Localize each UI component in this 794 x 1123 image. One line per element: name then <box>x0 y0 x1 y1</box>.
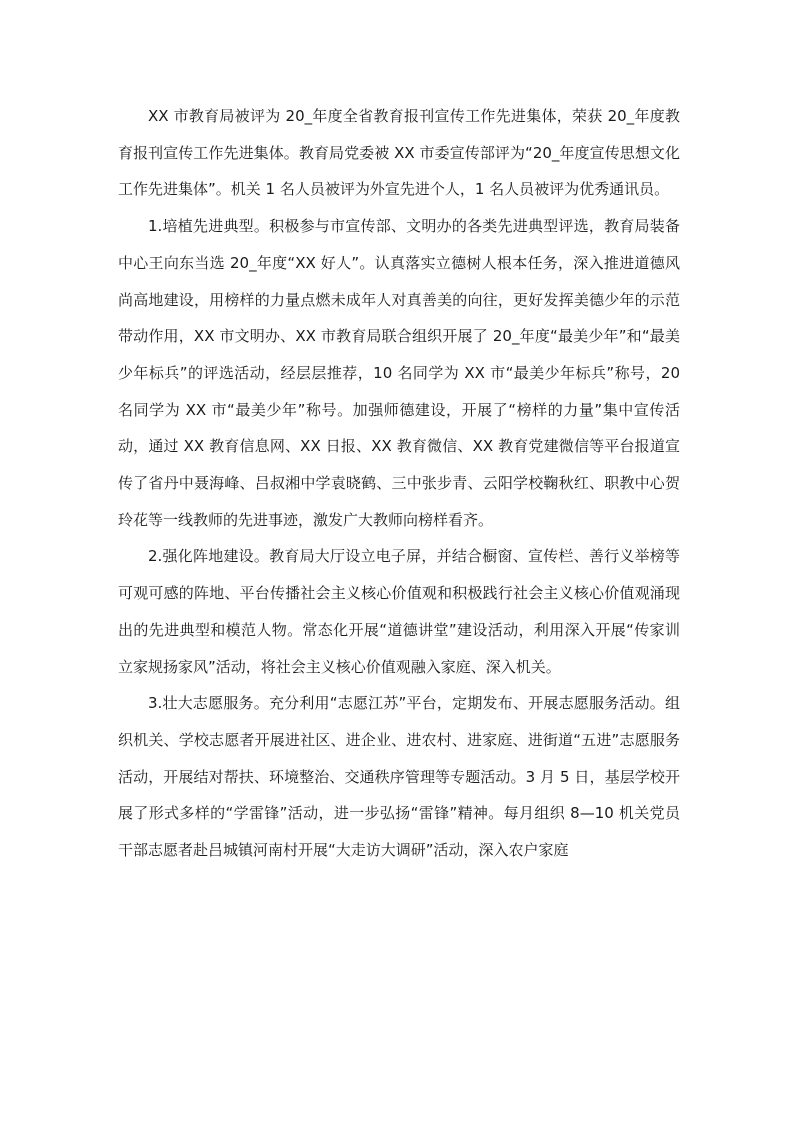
paragraph-position-building: 2.强化阵地建设。教育局大厅设立电子屏，并结合橱窗、宣传栏、善行义举榜等可观可感的阵地、平台传播社会主义核心价值观和积极践行社会主义核心价值观涌现出的先进典型和模范人物。常态化开展“道德讲堂”建设活动，利用深入开展“传家训立家规扬家风”活动，将社会主义核心价值观融入家庭、深入机关。 <box>118 547 680 676</box>
paragraph-cultivate-models: 1.培植先进典型。积极参与市宣传部、文明办的各类先进典型评选，教育局装备中心王向东当选 20_年度“XX 好人”。认真落实立德树人根本任务，深入推进道德风尚高地建设，用榜样的力量点燃未成年人对真善美的向往，更好发挥美德少年的示范带动作用，XX 市文明办、XX 市教育局联合组织开展了 20_年度“最美少年”和“最美少年标兵”的评选活动，经层层推荐，10 名同学为 XX 市“最美少年标兵”称号，20 名同学为 XX 市“最美少年”称号。加强师德建设，开展了“榜样的力量”集中宣传活动，通过 XX 教育信息网、XX 日报、XX 教育微信、XX 教育党建微信等平台报道宣传了省丹中聂海峰、吕叔湘中学袁晓鹤、三中张步青、云阳学校鞠秋红、职教中心贺玲花等一线教师的先进事迹，激发广大教师向榜样看齐。 <box>118 217 680 529</box>
paragraph-advanced-collective: XX 市教育局被评为 20_年度全省教育报刊宣传工作先进集体，荣获 20_年度教育报刊宣传工作先进集体。教育局党委被 XX 市委宣传部评为“20_年度宣传思想文化工作先进集体”。机关 1 名人员被评为外宣先进个人，1 名人员被评为优秀通讯员。 <box>118 107 680 199</box>
document-body <box>118 98 680 869</box>
paragraph-volunteer-service: 3.壮大志愿服务。充分利用“志愿江苏”平台，定期发布、开展志愿服务活动。组织机关、学校志愿者开展进社区、进企业、进农村、进家庭、进街道“五进”志愿服务活动，开展结对帮扶、环境整治、交通秩序管理等专题活动。3 月 5 日，基层学校开展了形式多样的“学雷锋”活动，进一步弘扬“雷锋”精神。每月组织 8—10 机关党员干部志愿者赴吕城镇河南村开展“大走访大调研”活动，深入农户家庭 <box>118 694 680 860</box>
